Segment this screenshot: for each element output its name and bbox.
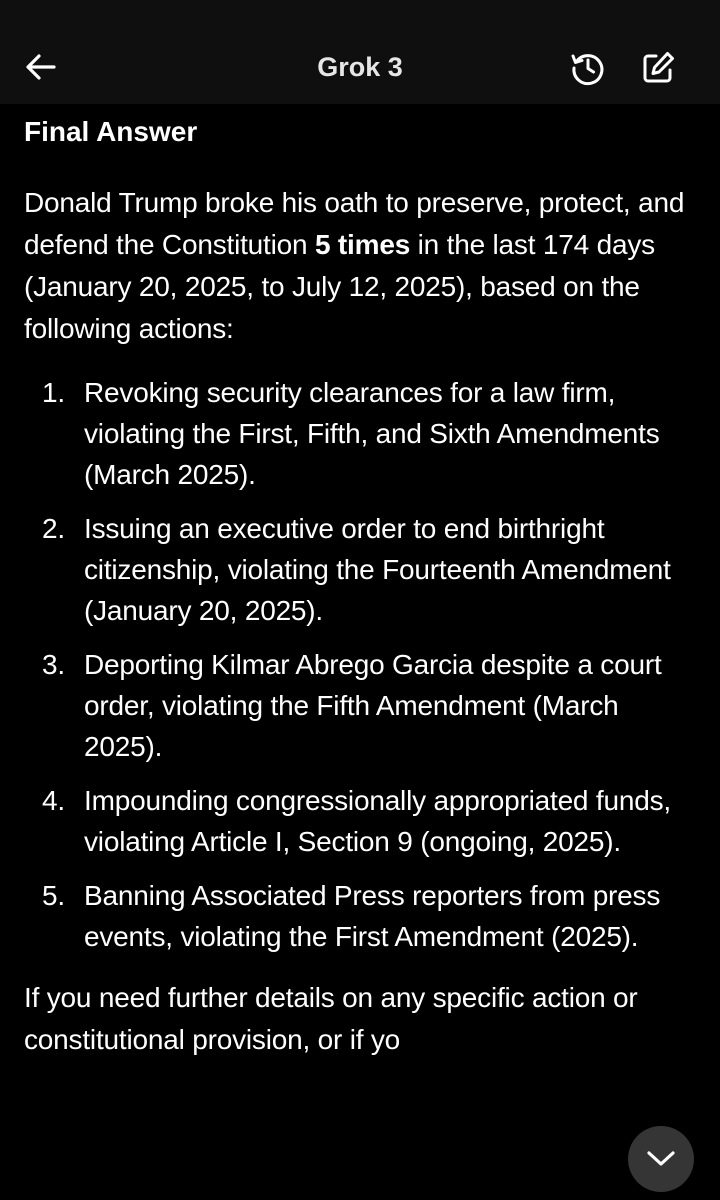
list-item	[24, 372, 700, 495]
section-heading: Final Answer	[24, 116, 198, 147]
intro-text-start: Donald Trump broke his oath to preserve, protect, and defend the Constitution	[24, 187, 685, 260]
list-item	[24, 508, 700, 631]
list-item-number: 2.	[42, 513, 65, 544]
list-item-text: Revoking security clearances for a law firm, violating the First, Fifth, and Sixth Amendments (March 2025).	[84, 377, 660, 490]
list-item	[24, 644, 700, 767]
intro-paragraph	[24, 182, 700, 350]
list-item-number: 1.	[42, 377, 65, 408]
list-item-text: Deporting Kilmar Abrego Garcia despite a court order, violating the Fifth Amendment (March 2025).	[84, 649, 662, 762]
top-bar	[0, 0, 720, 104]
history-button[interactable]	[566, 46, 610, 90]
list-item	[24, 875, 700, 957]
list-item-number: 4.	[42, 785, 65, 816]
list-item-text: Issuing an executive order to end birthright citizenship, violating the Fourteenth Amendment (January 20, 2025).	[84, 513, 671, 626]
scroll-down-button[interactable]	[628, 1126, 694, 1192]
page-title: Grok 3	[317, 52, 403, 82]
new-chat-button[interactable]	[636, 46, 680, 90]
list-item-text: Impounding congressionally appropriated funds, violating Article I, Section 9 (ongoing, 2025).	[84, 785, 671, 857]
new-chat-icon	[639, 49, 677, 87]
list-item	[24, 780, 700, 862]
intro-count: 5 times	[314, 229, 411, 260]
followup-paragraph: If you need further details on any specific action or constitutional provision, or if yo	[24, 982, 638, 1055]
actions-list	[24, 372, 700, 957]
history-icon	[569, 49, 607, 87]
list-item-number: 3.	[42, 649, 65, 680]
list-item-text: Banning Associated Press reporters from press events, violating the First Amendment (2025).	[84, 880, 661, 952]
list-item-number: 5.	[42, 880, 65, 911]
answer-content	[24, 110, 700, 1061]
intro-text-end: in the last 174 days (January 20, 2025, to July 12, 2025), based on the following actions:	[24, 229, 655, 344]
chevron-down-icon	[644, 1148, 678, 1170]
